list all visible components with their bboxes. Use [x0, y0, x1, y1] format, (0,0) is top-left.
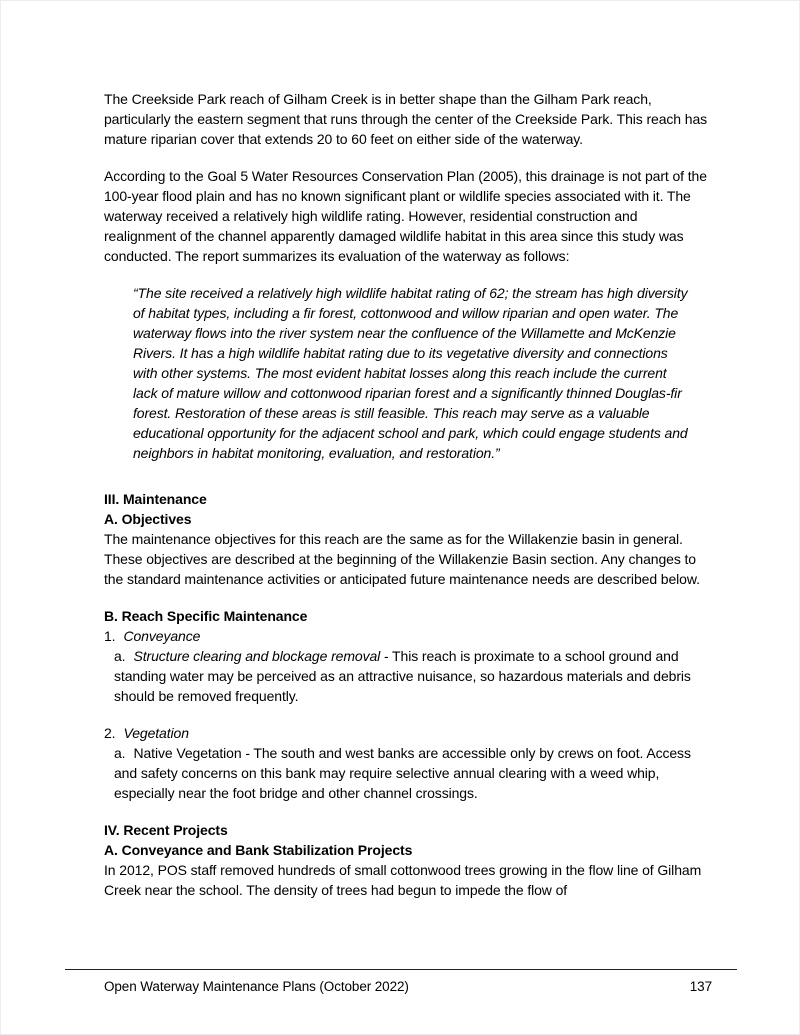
- heading-conveyance-bank-stabilization: A. Conveyance and Bank Stabilization Projects: [104, 842, 413, 858]
- page-footer: [65, 969, 737, 994]
- list-item-vegetation: [104, 723, 713, 743]
- list-number: 1.: [104, 628, 116, 644]
- footer-title: Open Waterway Maintenance Plans (October 2022): [104, 979, 409, 994]
- list-title: Conveyance: [123, 628, 201, 644]
- sub-item-label: a.: [114, 745, 126, 761]
- footer-page-number: 137: [689, 979, 712, 994]
- blockquote-wildlife-habitat: “The site received a relatively high wildlife habitat rating of 62; the stream has high diversity of habitat types, including a fir forest, cottonwood and willow riparian and open water. The waterway flows into the river system near the confluence of the Willamette and McKenzie Rivers. It has a high wildlife habitat rating due to its vegetative diversity and connections with other systems. The most evident habitat losses along this reach include the current lack of mature willow and cottonwood riparian forest and a significantly thinned Douglas-fir forest. Restoration of these areas is still feasible. This reach may serve as a valuable educational opportunity for the adjacent school and park, which could engage students and neighbors in habitat monitoring, evaluation, and restoration.”: [133, 285, 688, 461]
- sub-item-label: a.: [114, 648, 126, 664]
- paragraph-creekside: The Creekside Park reach of Gilham Creek is in better shape than the Gilham Park reach, particularly the eastern segment that runs through the center of the Creekside Park. This reach has mature riparian cover that extends 20 to 60 feet on either side of the waterway.: [104, 91, 708, 147]
- sub-item-structure-clearing: [104, 646, 713, 706]
- sub-item-text: Native Vegetation - The south and west banks are accessible only by crews on foot. Access and safety concerns on this bank may require selective annual clearing with a weed whip, especially near the foot bridge and other channel crossings.: [114, 745, 691, 801]
- heading-objectives: A. Objectives: [104, 511, 192, 527]
- sub-item-text: - This reach is proximate to a school ground and standing water may be perceived as an attractive nuisance, so hazardous materials and debris should be removed frequently.: [114, 648, 691, 704]
- paragraph-recent-projects: In 2012, POS staff removed hundreds of small cottonwood trees growing in the flow line of Gilham Creek near the school. The density of trees had begun to impede the flow of: [104, 862, 702, 898]
- sub-item-native-vegetation: [104, 743, 713, 803]
- paragraph-goal5-plan: According to the Goal 5 Water Resources Conservation Plan (2005), this drainage is not part of the 100-year flood plain and has no known significant plant or wildlife species associated with it. The waterway received a relatively high wildlife rating. However, residential construction and realignment of the channel apparently damaged wildlife habitat in this area since this study was conducted. The report summarizes its evaluation of the waterway as follows:: [104, 168, 707, 264]
- heading-reach-specific-maintenance: B. Reach Specific Maintenance: [104, 608, 308, 624]
- list-title: Vegetation: [123, 725, 189, 741]
- heading-maintenance: III. Maintenance: [104, 491, 207, 507]
- list-item-conveyance: [104, 626, 713, 646]
- paragraph-objectives: The maintenance objectives for this reach are the same as for the Willakenzie basin in general. These objectives are described at the beginning of the Willakenzie Basin section. Any changes to the standard maintenance activities or anticipated future maintenance needs are described below.: [104, 531, 700, 587]
- sub-item-title: Structure clearing and blockage removal: [133, 648, 381, 664]
- page-content: [104, 89, 713, 917]
- heading-recent-projects: IV. Recent Projects: [104, 822, 228, 838]
- list-number: 2.: [104, 725, 116, 741]
